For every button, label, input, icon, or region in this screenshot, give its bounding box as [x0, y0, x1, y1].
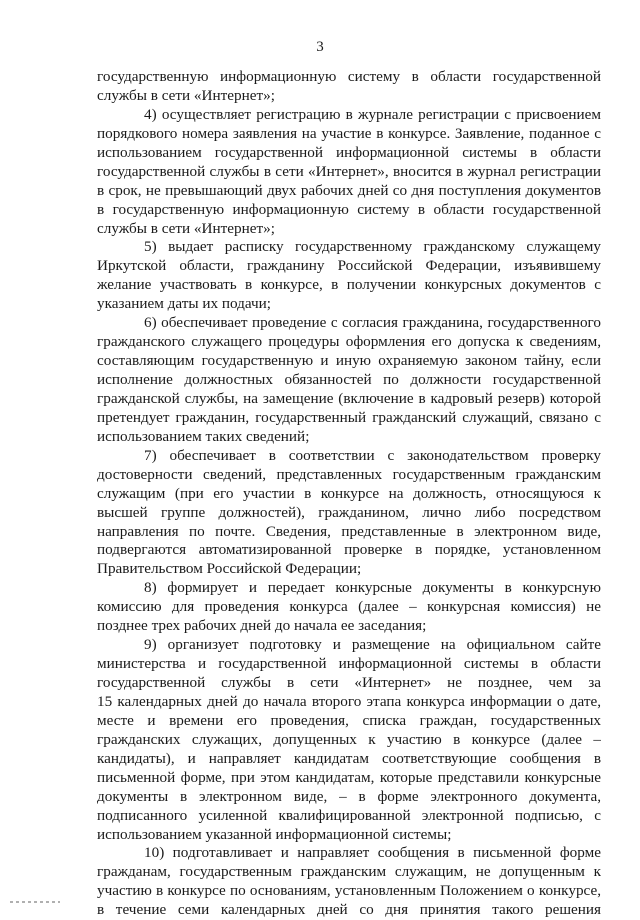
text-line: 8) формирует и передает конкурсные документы в конкурсную [144, 579, 601, 597]
text-line: использованием указанной информационной системы; [97, 825, 452, 843]
text-line: направления по почте. Сведения, представленные в электронном виде, [97, 522, 601, 540]
text-line: 6) обеспечивает проведение с согласия гражданина, государственного [144, 314, 601, 332]
text-line: подписанного усиленной квалифицированной электронной подписью, с [97, 806, 601, 824]
text-line: гражданам, государственным гражданским служащим, не допущенным к [97, 863, 601, 881]
text-line: 7) обеспечивает в соответствии с законодательством проверку [144, 446, 601, 464]
text-line: государственную информационную систему в области государственной [97, 68, 601, 85]
text-line: достоверности сведений, представленных государственным гражданским [97, 465, 601, 483]
text-line: участию в конкурсе по основаниям, установленным Положением о конкурсе, [97, 882, 601, 900]
text-line: использованием таких сведений; [97, 427, 310, 445]
text-line: исполнение должностных обязанностей по должности государственной [97, 371, 601, 388]
text-line: комиссию для проведения конкурса (далее – конкурсная комиссия) не [97, 598, 601, 616]
text-line: документы в электронном виде, – в форме электронного документа, [97, 787, 601, 805]
document-body [97, 68, 601, 920]
text-line: желание участвовать в конкурсе, в получении конкурсных документов с [97, 276, 601, 294]
text-line: государственной службы в сети «Интернет» не позднее, чем за [97, 674, 601, 691]
text-line: службы в сети «Интернет»; [97, 86, 275, 104]
text-line: составляющим государственную и иную охраняемую законом тайну, если [97, 352, 601, 370]
text-line: в течение семи календарных дней со дня принятия такого решения [97, 901, 601, 919]
text-line: высшей группе должностей), гражданином, лично либо посредством [97, 503, 601, 521]
text-line: гражданского служащего процедуры оформления его допуска к сведениям, [97, 333, 601, 351]
text-line: 15 календарных дней до начала второго этапа конкурса информации о дате, [97, 692, 601, 710]
page-number: 3 [316, 39, 324, 55]
text-line: служащим (при его участии в конкурсе на должность, относящуюся к [97, 484, 601, 502]
text-line: службы в сети «Интернет»; [97, 219, 275, 237]
text-line: письменной форме, при этом кандидатам, которые представили конкурсные [97, 768, 601, 786]
text-line: использованием государственной информационной системы в области [97, 143, 601, 161]
text-line: 5) выдает расписку государственному гражданскому служащему [144, 238, 601, 256]
text-line: гражданских служащих, допущенных к участию в конкурсе (далее – [97, 730, 601, 748]
text-line: указанием даты их подачи; [97, 295, 271, 313]
text-line: Иркутской области, гражданину Российской Федерации, изъявившему [97, 257, 601, 275]
text-line: 9) организует подготовку и размещение на официальном сайте [144, 636, 601, 654]
text-line: подвергаются автоматизированной проверке в порядке, установленном [97, 541, 601, 559]
text-line: месте и времени его проведения, списка граждан, государственных [97, 711, 601, 729]
text-line: Правительством Российской Федерации; [97, 560, 362, 578]
text-line: государственной службы в сети «Интернет», вносится в журнал регистрации [97, 162, 601, 180]
text-line: порядкового номера заявления на участие в конкурсе. Заявление, поданное с [97, 124, 601, 142]
text-line: 10) подготавливает и направляет сообщения в письменной форме [144, 844, 601, 862]
scan-edge-mark [10, 901, 60, 903]
text-line: позднее трех рабочих дней до начала ее заседания; [97, 617, 427, 635]
text-line: в государственную информационную систему в области государственной [97, 200, 601, 218]
text-line: министерства и государственной информационной системы в области [97, 655, 601, 673]
text-line: в срок, не превышающий двух рабочих дней со дня поступления документов [97, 181, 601, 199]
text-line: кандидаты), и направляет кандидатам соответствующие сообщения в [97, 749, 601, 767]
text-line: 4) осуществляет регистрацию в журнале регистрации с присвоением [144, 105, 601, 123]
text-line: претендует гражданин, государственный гражданский служащий, связано с [97, 408, 601, 426]
text-line: гражданской службы, на замещение (включение в кадровый резерв) которой [97, 389, 601, 407]
